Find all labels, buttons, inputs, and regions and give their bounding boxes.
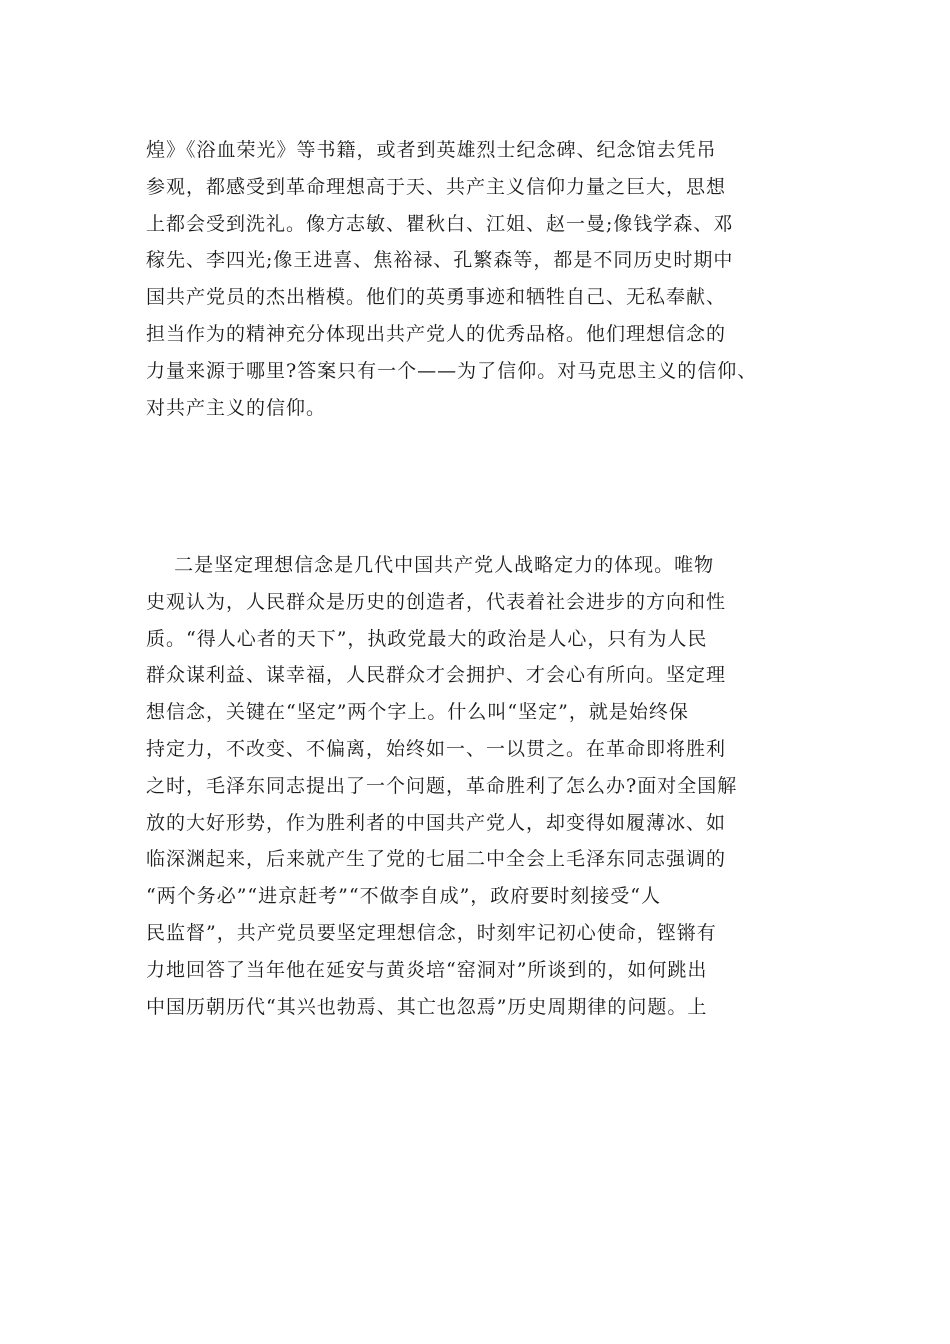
text-line: 之时，毛泽东同志提出了一个问题，革命胜利了怎么办?面对全国解 — [146, 774, 738, 797]
text-line: 想信念，关键在“坚定”两个字上。什么叫“坚定”，就是始终保 — [146, 701, 689, 724]
text-line: 稼先、李四光;像王进喜、焦裕禄、孔繁森等，都是不同历史时期中 — [146, 249, 734, 272]
text-line: 临深渊起来，后来就产生了党的七届二中全会上毛泽东同志强调的 — [146, 848, 727, 871]
paragraph-1 — [146, 132, 836, 426]
text-line: 力地回答了当年他在延安与黄炎培“窑洞对”所谈到的，如何跳出 — [146, 958, 708, 981]
text-line: 民监督”，共产党员要坚定理想信念，时刻牢记初心使命，铿锵有 — [146, 921, 717, 944]
text-line: 力量来源于哪里?答案只有一个——为了信仰。对马克思主义的信仰、 — [146, 359, 758, 382]
text-line: 二是坚定理想信念是几代中国共产党人战略定力的体现。唯物 — [146, 554, 715, 576]
text-line: 持定力，不改变、不偏离，始终如一、一以贯之。在革命即将胜利 — [146, 737, 727, 760]
text-line: 质。“得人心者的天下”，执政党最大的政治是人心，只有为人民 — [146, 627, 708, 650]
text-line: 中国历朝历代“其兴也勃焉、其亡也忽焉”历史周期律的问题。上 — [146, 995, 708, 1018]
text-line: “两个务必”“进京赶考”“不做李自成”，政府要时刻接受“人 — [146, 885, 661, 908]
text-line: 参观，都感受到革命理想高于天、共产主义信仰力量之巨大，思想 — [146, 175, 727, 198]
text-line: 煌》《浴血荣光》等书籍，或者到英雄烈士纪念碑、纪念馆去凭吊 — [146, 139, 717, 161]
text-line: 对共产主义的信仰。 — [146, 396, 327, 419]
text-line: 群众谋利益、谋幸福，人民群众才会拥护、才会心有所向。坚定理 — [146, 664, 727, 687]
text-line: 史观认为，人民群众是历史的创造者，代表着社会进步的方向和性 — [146, 590, 727, 613]
text-line: 上都会受到洗礼。像方志敏、瞿秋白、江姐、赵一曼;像钱学森、邓 — [146, 212, 734, 235]
text-line: 担当作为的精神充分体现出共产党人的优秀品格。他们理想信念的 — [146, 322, 727, 345]
text-line: 国共产党员的杰出楷模。他们的英勇事迹和牺牲自己、无私奉献、 — [146, 286, 727, 309]
text-line: 放的大好形势，作为胜利者的中国共产党人，却变得如履薄冰、如 — [146, 811, 727, 834]
paragraph-2 — [146, 547, 836, 1025]
